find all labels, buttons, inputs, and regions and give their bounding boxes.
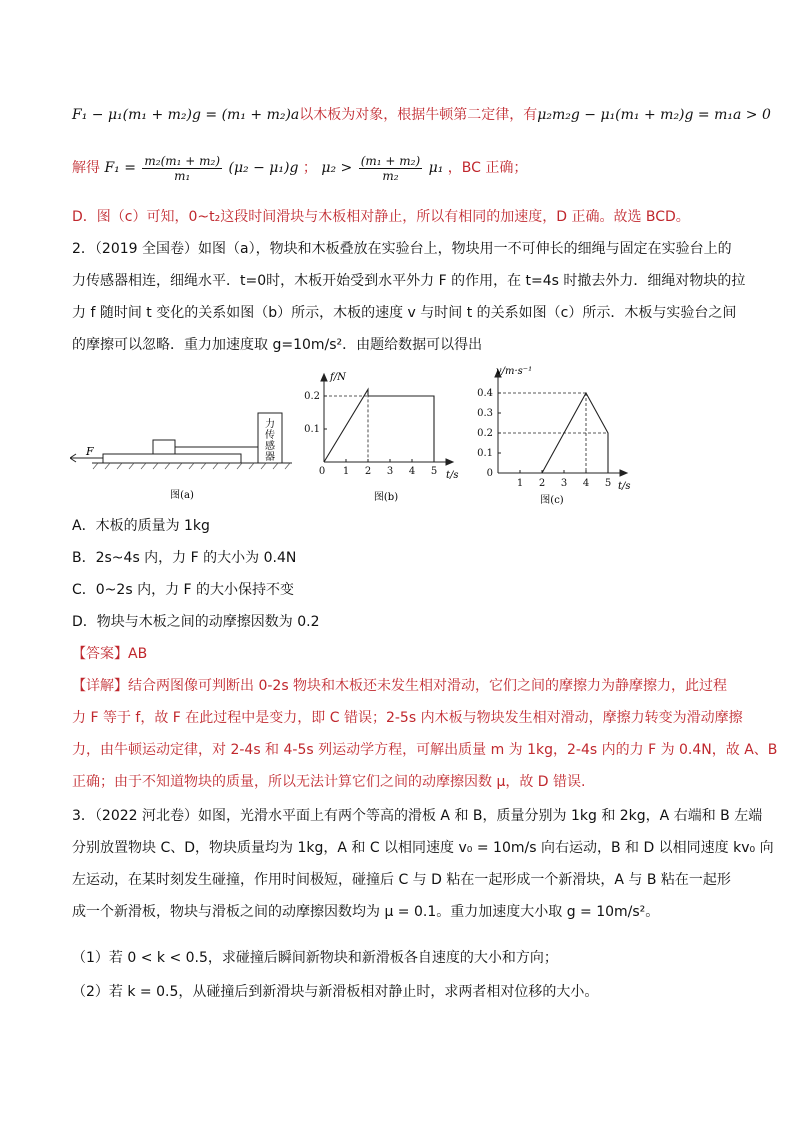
figure-c-caption: 图(c): [540, 495, 564, 506]
figc-ylabel: v/m·s⁻¹: [496, 366, 533, 377]
figc-xtick-label: 3: [560, 478, 568, 489]
q2-stem-line-2: 力传感器相连，细绳水平．t=0时，木板开始受到水平外力 F 的作用，在 t=4s 时撤去外力．细绳对物块的拉: [72, 273, 746, 289]
q3-stem-line-4: 成一个新滑板，物块与滑板之间的动摩擦因数均为 μ = 0.1。重力加速度大小取 g = 10m/s²。: [72, 904, 660, 920]
option-c: C．0~2s 内，力 F 的大小保持不变: [72, 582, 295, 598]
solution-line: 解得 F₁ = $\frac{\text{m₂(m₁ + m₂)}}{\text{m₁}}$ (μ₂ − μ₁)g ； μ₂ > $\frac{\text{(m₁ + m₂)}}{\text{m₂}}$ μ₁ ，BC 正确；: [72, 153, 528, 183]
detail-line-4: 正确；由于不知道物块的质量，所以无法计算它们之间的动摩擦因数 μ，故 D 错误.: [72, 774, 586, 790]
figure-a-diagram: [70, 405, 295, 505]
answer-line: [72, 644, 746, 664]
figc-xtick-label: 4: [582, 478, 590, 489]
sensor-label-2: 传: [265, 430, 275, 441]
q2-stem-line-3: 力 f 随时间 t 变化的关系如图（b）所示，木板的速度 v 与时间 t 的关系如图（c）所示．木板与实验台之间: [72, 305, 737, 321]
figc-ytick-label: 0.3: [477, 408, 493, 419]
f1-lhs: F₁ =: [104, 160, 136, 176]
detail-line-2: 力 F 等于 f，故 F 在此过程中是变力，即 C 错误；2-5s 内木板与物块发生相对滑动，摩擦力转变为滑动摩擦: [72, 710, 743, 726]
figb-ytick-label: 0.1: [304, 424, 320, 435]
figc-ytick-label: 0: [486, 468, 493, 479]
figb-xtick-label: 2: [364, 466, 372, 477]
solution-suffix: ，BC 正确；: [447, 160, 528, 176]
solution-prefix: 解得: [72, 160, 100, 176]
figb-xtick-label: 3: [386, 466, 394, 477]
f1-tail: (μ₂ − μ₁)g: [228, 160, 299, 176]
figb-x-arrow: [446, 459, 453, 465]
detail-label: 【详解】: [72, 678, 128, 694]
figb-y-arrow: [321, 374, 327, 381]
option-d-analysis: D．图（c）可知，0~t₂这段时间滑块与木板相对静止，所以有相同的加速度，D 正确。故选 BCD。: [72, 209, 690, 225]
figb-xtick-label: 5: [430, 466, 438, 477]
analysis-text: 以木板为对象，根据牛顿第二定律，有: [299, 107, 538, 123]
f1-fraction: $\frac{\text{m₂(m₁ + m₂)}}{\text{m₁}}$: [144, 153, 221, 183]
q3-sub-1: （1）若 0 < k < 0.5，求碰撞后瞬间新物块和新滑板各自速度的大小和方向；: [72, 950, 558, 966]
q3-sub-2: （2）若 k = 0.5，从碰撞后到新滑块与新滑板相对静止时，求两者相对位移的大小。: [72, 984, 599, 1000]
equation-newton-block: F₁ − μ₁(m₁ + m₂)g = (m₁ + m₂)a: [72, 107, 300, 123]
mu2-tail: μ₁: [428, 160, 444, 176]
block-rect: [153, 440, 175, 454]
figc-xtick-label: 5: [604, 478, 612, 489]
mu2-fraction: $\frac{\text{(m₁ + m₂)}}{\text{m₂}}$: [360, 153, 421, 183]
answer-label: 【答案】: [72, 646, 128, 662]
sensor-label-3: 感: [265, 441, 275, 452]
figc-ytick-label: 0.4: [477, 388, 493, 399]
q2-stem-line-4: 的摩擦可以忽略．重力加速度取 g=10m/s²．由题给数据可以得出: [72, 337, 483, 353]
figb-xtick-label: 1: [342, 466, 350, 477]
figc-xlabel: t/s: [618, 481, 631, 492]
figc-xtick-label: 1: [516, 478, 524, 489]
figb-xlabel: t/s: [446, 470, 459, 481]
q3-stem-line-2: 分别放置物块 C、D，物块质量均为 1kg，A 和 C 以相同速度 v₀ = 10m/s 向右运动，B 和 D 以相同速度 kv₀ 向: [72, 840, 774, 856]
q2-stem-line-1: 2．（2019 全国卷）如图（a），物块和木板叠放在实验台上，物块用一不可伸长的细绳与固定在实验台上的: [72, 241, 732, 257]
sensor-label-1: 力: [265, 419, 275, 430]
detail-line-1: 【详解】结合两图像可判断出 0-2s 物块和木板还未发生相对滑动，它们之间的摩擦力为静摩擦力，此过程: [72, 678, 728, 694]
figure-b-caption: 图(b): [373, 492, 399, 503]
option-a: A．木板的质量为 1kg: [72, 518, 210, 534]
sensor-label-4: 器: [265, 452, 275, 463]
figc-ytick-label: 0.2: [477, 428, 493, 439]
figb-xtick-label: 0: [318, 466, 326, 477]
mu2-lhs: μ₂ >: [321, 160, 353, 176]
answer-value: AB: [128, 646, 148, 662]
option-b: B．2s~4s 内，力 F 的大小为 0.4N: [72, 550, 297, 566]
q3-stem-line-1: 3．（2022 河北卷）如图，光滑水平面上有两个等高的滑板 A 和 B，质量分别为 1kg 和 2kg，A 右端和 B 左端: [72, 808, 763, 824]
board-rect: [103, 454, 241, 463]
figure-b-chart: [298, 365, 468, 505]
figb-ytick-label: 0.2: [304, 391, 320, 402]
figc-ytick-label: 0.1: [477, 448, 493, 459]
figb-xtick-label: 4: [408, 466, 416, 477]
figc-xtick-label: 2: [538, 478, 546, 489]
figb-series-line: [324, 389, 434, 462]
figc-x-arrow: [620, 470, 627, 476]
equation-newton-board: μ₂m₂g − μ₁(m₁ + m₂)g = m₁a > 0: [537, 107, 771, 123]
equation-line: [72, 105, 771, 125]
figure-a-caption: 图(a): [170, 490, 194, 501]
q3-stem-line-3: 左运动，在某时刻发生碰撞，作用时间极短，碰撞后 C 与 D 粘在一起形成一个新滑块，A 与 B 粘在一起形: [72, 872, 731, 888]
option-d: D．物块与木板之间的动摩擦因数为 0.2: [72, 614, 320, 630]
force-label: F: [86, 445, 94, 458]
figb-ylabel: f/N: [330, 372, 346, 383]
figure-c-chart: [474, 363, 644, 508]
detail-line-3: 力，由牛顿运动定律，对 2-4s 和 4-5s 列运动学方程，可解出质量 m 为 1kg，2-4s 内的力 F 为 0.4N，故 A、B: [72, 742, 778, 758]
